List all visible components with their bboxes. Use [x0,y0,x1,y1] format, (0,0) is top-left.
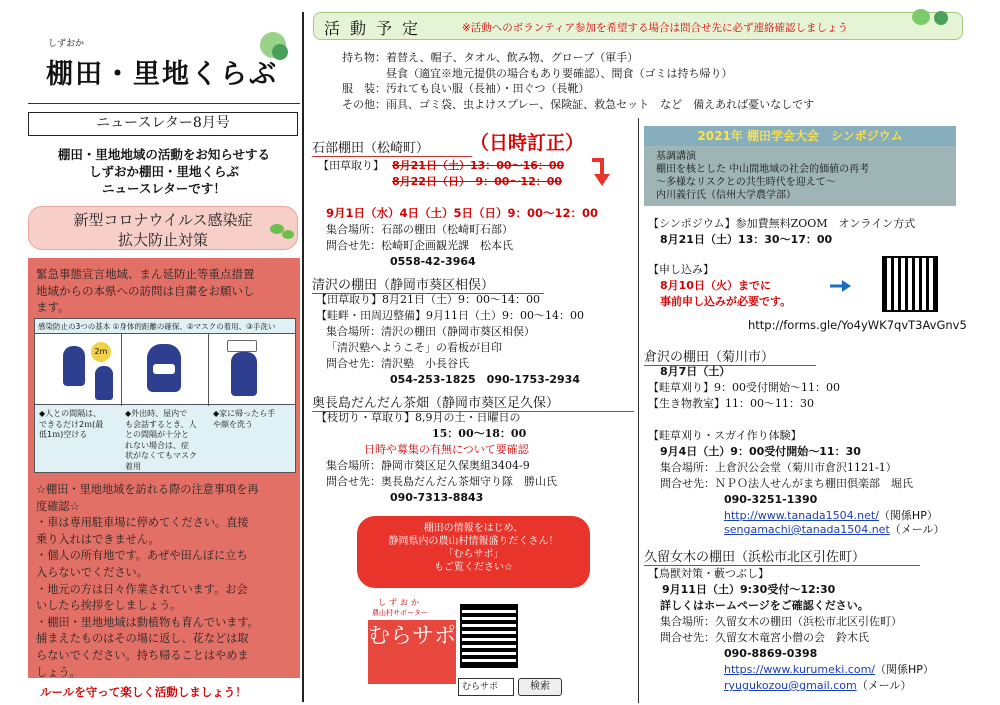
notice-line: 緊急事態宣言地域、まん延防止等重点措置 [36,267,255,281]
newsletter-title: ニュースレター8月号 [28,112,298,136]
notice-line: ます。 [36,300,70,314]
kiyosawa-schedule-2: 【畦畔・田周辺整備】9月11日（土）9：00～14：00 [316,309,584,322]
caution-line: ・棚田・里地地域は動植物も育んでいます。 [36,615,259,629]
emergency-notice [28,258,300,316]
ishibe-place: 集合場所：石部の棚田（松崎町石部） [326,223,513,236]
kurasawa-schedule-3: 【畦草刈り・スガイ作り体験】 [648,429,802,442]
kurumeki-link-row [724,662,934,678]
caution-line: ・地元の方は日々作業されています。お会 [36,582,248,596]
visitor-cautions [28,482,300,681]
kurumeki-tel: 090-8869-0398 [724,647,818,660]
kurasawa-schedule-1: 【畦草刈り】9：00受付開始～11：00 [648,381,840,394]
ishibe-new-date: 9月1日（水）4日（土）5日（日）9：00～12：00 [326,206,599,220]
kiyosawa-title: 清沢の棚田（静岡市葵区相俣） [312,274,544,294]
murasapo-kana: しずおか [378,598,422,607]
tip-distance [39,409,121,441]
column-divider [302,12,304,702]
covid-heading-line: 拡大防止対策 [117,231,208,249]
notice-line: 地域からの本県への訪問は自粛をお願いし [36,283,255,298]
kurumeki-website-note: （関係HP） [875,663,934,676]
okunaga-title: 奥長島だんだん茶畑（静岡市葵区足久保） [312,392,634,412]
items-list [342,50,972,112]
caution-line: ・車は専用駐車場に停めてください。直接 [36,516,249,530]
covid-heading [28,206,298,250]
apply-requirement: 事前申し込みが必要です。 [660,295,792,308]
mascot-scenes [35,333,295,405]
tip-line: れない場合は、症 [125,440,189,450]
keynote-line: 棚田を核とした 中山間地域の社会的価値の再考 [656,164,870,175]
symposium-info: 【シンポジウム】参加費無料ZOOM オンライン方式 [648,217,916,230]
header-title: 活動予定 [324,19,429,38]
kurumeki-details: 詳しくはホームページをご確認ください。 [660,599,869,612]
mascot-icon [63,346,85,386]
kurumeki-email-link[interactable]: ryugukozou@gmail.com [724,679,857,692]
header-note: ※活動へのボランティア参加を希望する場合は問合せ先に必ず連絡確認しましょう [462,22,848,34]
kurasawa-website-note: （関係HP） [878,509,938,522]
okunaga-schedule-2: 15：00～18：00 [432,427,527,440]
items-line: 持ち物：着替え、帽子、タオル、飲み物、グローブ（軍手） [342,51,639,64]
kiyosawa-sign: 「清沢塾へようこそ」の看板が目印 [326,341,502,354]
rule-footer: ルールを守って楽しく活動しましょう！ [40,685,247,699]
kurasawa-schedule-2: 【生き物教室】11：00～11：30 [648,397,814,410]
kurumeki-contact: 問合せ先：久留女木竜宮小僧の会 鈴木氏 [660,631,869,644]
ishibe-title: 石部棚田（松崎町） [312,137,472,157]
illus-caption: 感染防止の3つの基本 ①身体的距離の確保、②マスクの着用、③手洗い [38,322,276,331]
intro-line: ニュースレターです！ [102,181,226,196]
ishibe-task: 【田草取り】 [318,159,384,172]
club-logo [28,14,300,104]
tip-line: ◆人との間隔は、 [39,409,102,418]
symposium-keynote [656,150,869,202]
kurasawa-title: 倉沢の棚田（菊川市） [644,346,816,366]
caution-line: ・個人の所有地です。あぜや田んぼに立ち [36,549,248,563]
leaf-icon [934,11,948,25]
murasapo-logo [368,620,456,684]
leaf-icon [272,44,288,60]
ishibe-contact: 問合せ先：松崎町企画観光課 松本氏 [326,239,513,252]
tip-line: ◆家に帰ったら手 [213,409,276,418]
bubble-line: 静岡県内の農山村情報盛りだくさん！ [388,536,559,547]
apply-deadline: 8月10日（火）までに [660,279,771,292]
ishibe-old-date-1: 8月21日（土）13：00～16：00 [392,159,565,172]
kiyosawa-contact: 問合せ先：清沢塾 小長谷氏 [326,357,469,370]
caution-line: 入らないでください。 [36,565,148,579]
caution-line: ☆棚田・里地地域を訪れる際の注意事項を再 [36,483,259,496]
ishibe-old-date-2: 8月22日（日） 9：00～12：00 [392,175,563,188]
murasapo-qr-code[interactable] [460,604,518,668]
kurumeki-email-note: （メール） [856,679,912,692]
kurasawa-tel: 090-3251-1390 [724,493,818,506]
logo-name: 棚田・里地くらぶ [46,59,278,90]
okunaga-schedule-1: 【枝切り・草取り】8,9月の土・日曜日の [316,411,521,424]
caution-line: らないでください。持ち帰ることはやめま [36,648,249,662]
symposium-qr-code[interactable] [882,256,938,312]
kurasawa-place: 集合場所：上倉沢公会堂（菊川市倉沢1121-1） [660,461,897,474]
kiyosawa-tel: 054-253-1825 090-1753-2934 [390,373,580,386]
keynote-line: 基調講演 [656,151,696,162]
kurumeki-mail-row [724,678,911,694]
apply-label: 【申し込み】 [648,263,714,276]
activity-schedule-header [313,12,963,40]
items-line: 服 装：汚れても良い服（長袖）・田ぐつ（長靴） [342,82,590,95]
items-line: その他：雨具、ゴミ袋、虫よけスプレー、保険証、救急セット など 備えあれば憂いなしです [342,97,815,111]
kurasawa-contact: 問合せ先：ＮＰＯ法人せんがまち棚田倶楽部 堀氏 [660,477,913,490]
mascot-icon [231,352,257,396]
kurasawa-email-note: （メール） [889,523,945,536]
caution-line: 捕まえたものはその場に返し、花などは取 [36,632,249,646]
intro-text [28,146,300,197]
tip-line: 状がなくてもマスク [125,451,197,460]
infection-prevention-illustration [34,318,296,473]
tip-line: できるだけ2ｍ(最 [39,419,104,429]
tip-line: ◆外出時、屋内で [125,409,188,418]
murasapo-subtitle: 農山村サポーター [372,609,428,617]
tip-mask [125,409,209,472]
leaf-icon [912,9,930,25]
mascot-icon [95,366,113,400]
column-divider [638,118,639,703]
murasapo-promo-bubble [357,516,590,588]
symposium-banner [644,126,956,206]
symposium-banner-title: 2021年 棚田学会大会 シンポジウム [644,126,956,146]
keynote-line: 内川義行氏（信州大学農学部） [656,190,796,201]
kurasawa-email-link[interactable]: sengamachi@tanada1504.net [724,523,890,536]
distance-sign-icon: 2m [91,342,111,362]
caution-line: 乗り入れはできません。 [36,532,160,546]
okunaga-contact: 問合せ先：奥長島だんだん茶畑守り隊 勝山氏 [326,475,557,488]
caution-line: 度確認☆ [36,499,80,513]
kurasawa-date: 8月7日（土） [660,365,731,378]
tip-line: 低1ｍ)空ける [39,430,88,439]
arrow-down-icon [590,158,610,186]
tip-line: や顔を洗う [213,419,253,429]
kurasawa-schedule-4: 9月4日（土）9：00受付開始～11：30 [660,445,861,458]
kiyosawa-place: 集合場所：清沢の棚田（静岡市葵区相俣） [326,325,535,338]
kurumeki-place: 集合場所：久留女木の棚田（浜松市北区引佐町） [660,615,902,628]
caution-line: いしたら挨拶をしましょう。 [36,599,182,613]
logo-furigana: しずおか [48,39,85,49]
caution-line: しょう。 [36,665,81,679]
symposium-form-url[interactable]: http://forms.gle/Yo4yWK7qvT3AvGnv5 [748,318,967,332]
murasapo-search-button[interactable]: 検索 [518,678,562,696]
hat-icon [227,340,257,352]
arrow-right-icon [830,278,852,297]
kurumeki-date: 9月11日（土）9:30受付～12:30 [662,583,836,596]
tip-line: との間隔が十分と [125,430,189,439]
tip-line: 着用 [125,461,141,471]
mask-icon [153,364,175,374]
tip-line: も会話するとき、人 [125,419,197,429]
kurumeki-website-link[interactable]: https://www.kurumeki.com/ [724,663,876,676]
bubble-line: もご覧ください☆ [434,562,513,573]
okunaga-tel: 090-7313-8843 [390,491,484,504]
bubble-line: 「むらサポ」 [443,549,504,560]
bubble-line: 棚田の情報をはじめ、 [423,523,524,534]
okunaga-note: 日時や募集の有無について要確認 [364,443,529,456]
murasapo-logo-text: むらサポ [368,624,457,649]
sprout-icon [268,222,296,252]
murasapo-search-input[interactable]: むらサポ [458,678,514,696]
symposium-date: 8月21日（土）13：30～17：00 [660,233,833,246]
kurasawa-website-link[interactable]: http://www.tanada1504.net/ [724,509,879,522]
intro-line: しずおか棚田・里地くらぶ [88,164,239,179]
kurumeki-task: 【鳥獣対策・藪つぶし】 [648,567,769,580]
intro-line: 棚田・里地地域の活動をお知らせする [57,147,271,162]
kiyosawa-schedule-1: 【田草取り】8月21日（土）9：00～14：00 [316,293,540,306]
correction-label: （日時訂正） [470,132,585,154]
keynote-line: ～多様なリスクとの共生時代を迎えて～ [656,177,836,188]
tip-wash [213,409,293,430]
ishibe-tel: 0558-42-3964 [390,255,476,268]
items-line: 昼食（適宜※地元提供の場合もあり要確認）、間食（ゴミは持ち帰り） [342,66,733,80]
kurasawa-mail-row [724,522,945,538]
covid-heading-line: 新型コロナウイルス感染症 [73,211,253,229]
kurumeki-title: 久留女木の棚田（浜松市北区引佐町） [644,546,920,566]
okunaga-place: 集合場所：静岡市葵区足久保奥組3404-9 [326,459,530,472]
